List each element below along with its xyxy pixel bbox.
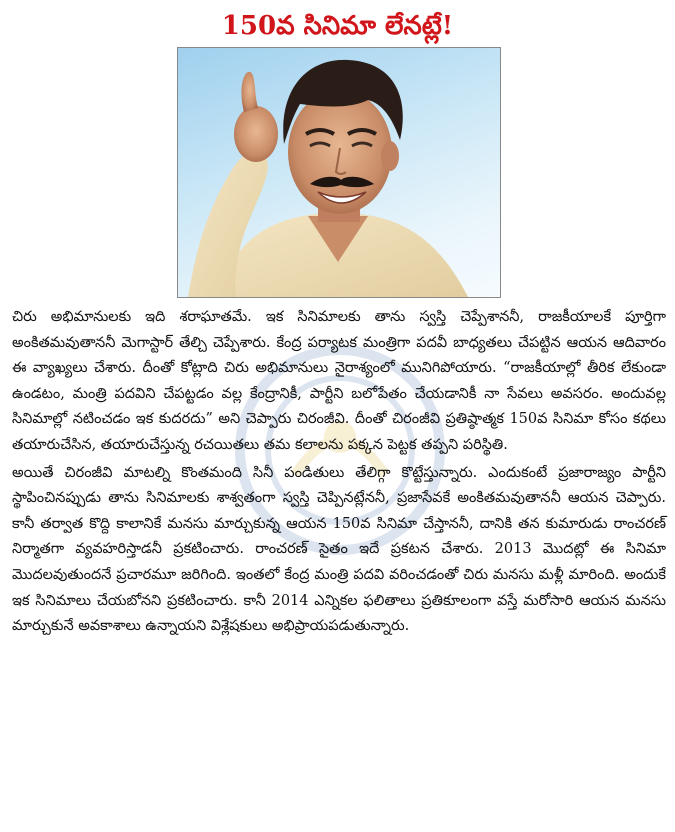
- article-paragraph-2: అయితే చిరంజీవి మాటల్ని కొంతమంది సినీ పండితులు తేలిగ్గా కొట్టేస్తున్నారు. ఎందుకంటే ప్రజారాజ్యం పార్టీని స్థాపించినప్పుడు తాను సినిమాలకు శాశ్వతంగా స్వస్తి చెప్పినట్లేననీ, ప్రజాసేవకే అంకితమవుతాననీ ఆయన చెప్పారు. కానీ తర్వాత కొద్ది కాలానికే మనసు మార్చుకున్న ఆయన 150వ సినిమా చేస్తాననీ, దానికి తన కుమారుడు రాంచరణ్ నిర్మాతగా వ్యవహరిస్తాడనీ ప్రకటించారు. రాంచరణ్ సైతం ఇదే ప్రకటన చేశారు. 2013 మొదట్లో ఈ సినిమా మొదలవుతుందనే ప్రచారమూ జరిగింది. ఇంతలో కేంద్ర మంత్రి పదవి వరించడంతో చిరు మనసు మళ్లీ మారింది. అందుకే ఇక సినిమాలు చేయబోనని ప్రకటించారు. కానీ 2014 ఎన్నికల ఫలితాలు ప్రతికూలంగా వస్తే మరోసారి ఆయన మనసు మార్చుకునే అవకాశాలు ఉన్నాయని విశ్లేషకులు అభిప్రాయపడుతున్నారు.: [12, 464, 666, 635]
- portrait-illustration: [178, 48, 500, 297]
- article-body: [12, 305, 666, 640]
- chiranjeevi-photo: [177, 47, 501, 298]
- headline: 150వ సినిమా లేనట్లే!: [221, 11, 454, 41]
- article-paragraph-1: చిరు అభిమానులకు ఇది శరాఘాతమే. ఇక సినిమాలకు తాను స్వస్తి చెప్పేశాననీ, రాజకీయాలకే పూర్తిగా అంకితమవుతాననీ మెగాస్టార్ తేల్చి చెప్పేశారు. కేంద్ర పర్యాటక మంత్రిగా పదవీ బాధ్యతలు చేపట్టిన ఆయన ఆదివారం ఈ వ్యాఖ్యలు చేశారు. దీంతో కోట్లాది చిరు అభిమానులు నైరాశ్యంలో మునిగిపోయారు. “రాజకీయాల్లో తీరిక లేకుండా ఉండటం, మంత్రి పదవిని చేపట్టడం వల్ల కేంద్రానికీ, పార్టీని బలోపేతం చేయడానికీ నా సేవలు అవసరం. అందువల్ల సినిమాల్లో నటించడం ఇక కుదరదు” అని చెప్పారు చిరంజీవి. దీంతో చిరంజీవి ప్రతిష్ఠాత్మక 150వ సినిమా కోసం కథలు తయారుచేసిన, తయారుచేస్తున్న రచయితలు తమ కలాలను పక్కన పెట్టక తప్పని పరిస్థితి.: [12, 309, 666, 453]
